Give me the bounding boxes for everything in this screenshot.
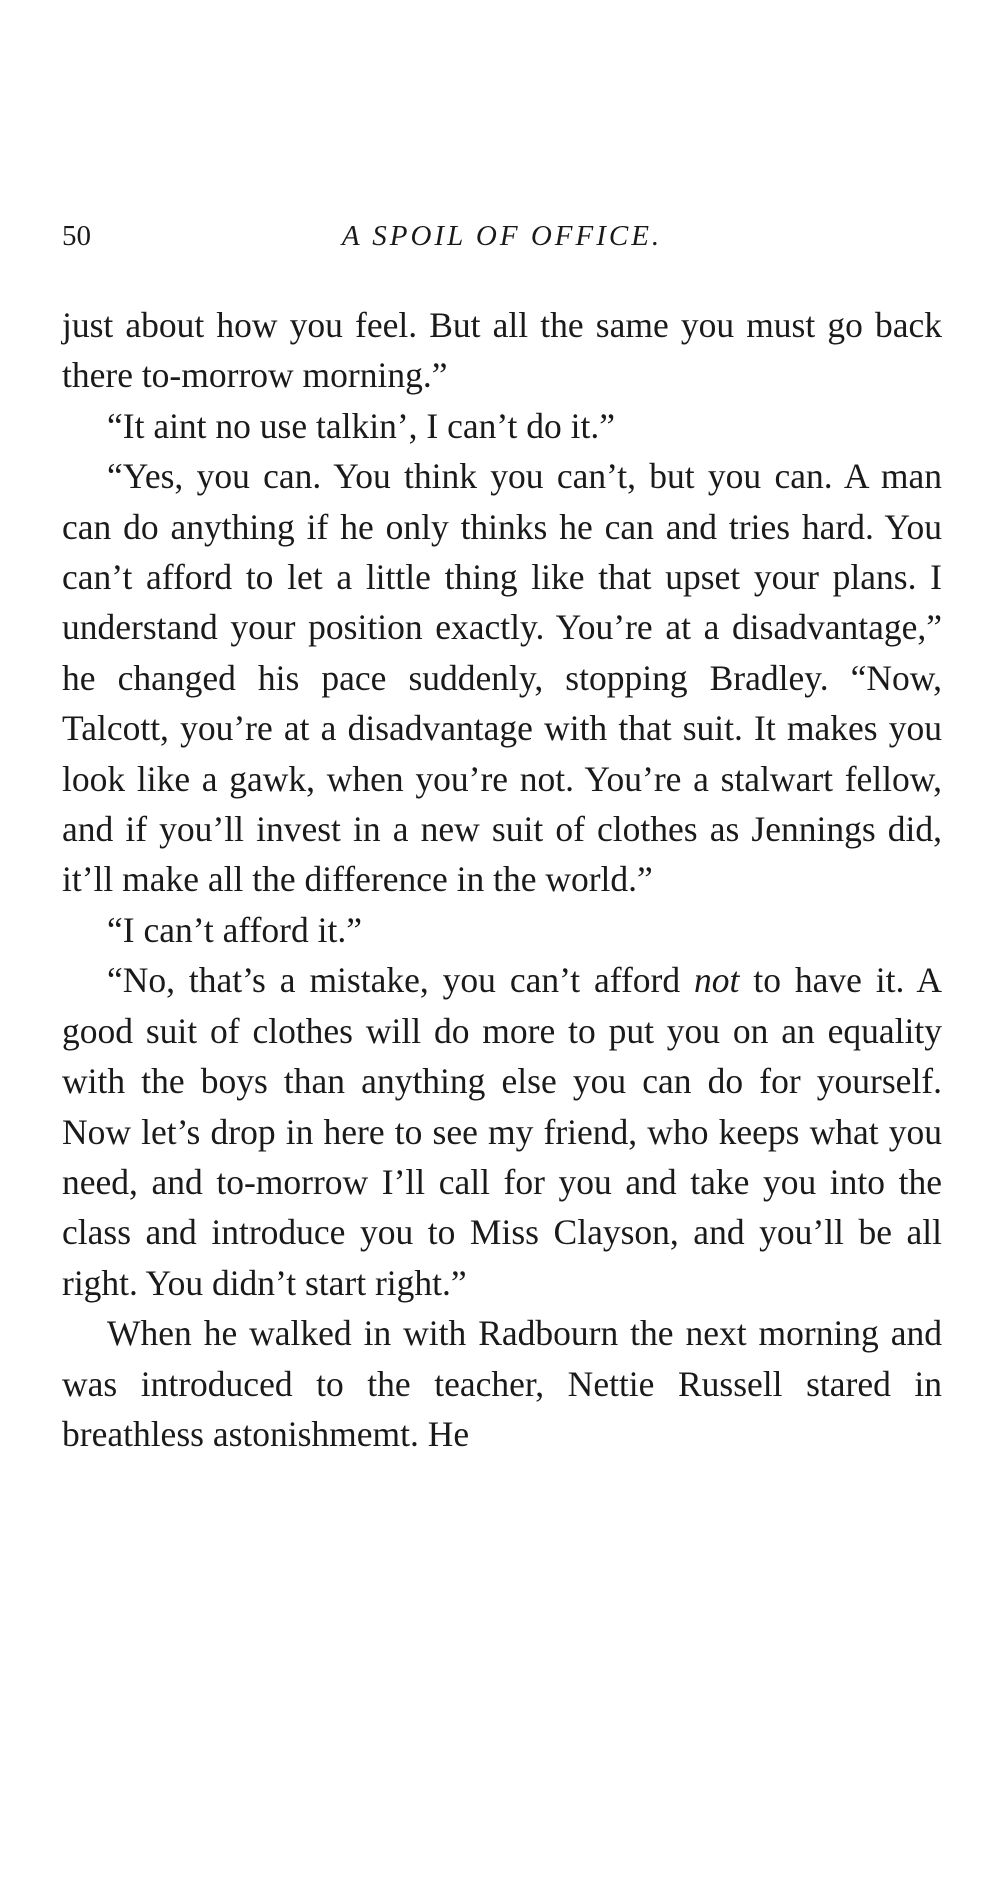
paragraph-text-after: to have it. A good suit of clothes will do more to put you on an equality with the boys than anything else you can do for yourself. Now let’s drop in here to see my friend, who keeps what you need, and to-morrow I’ll call for you and take you into the class and introduce you to Miss Clayson, and you’ll be all right. You didn’t start right.” [62,960,942,1303]
paragraph-dialogue: “I can’t afford it.” [107,909,362,950]
paragraph-dialogue: “Yes, you can. You think you can’t, but you can. A man can do anything if he only thinks he can and tries hard. You can’t afford to let a little thing like that upset your plans. I understand your position exactly. You’re at a disadvantage,” he changed his pace suddenly, stopping Bradley. “Now, Talcott, you’re at a disadvantage with that suit. It makes you look like a gawk, when you’re not. You’re a stalwart fellow, and if you’ll invest in a new suit of clothes as Jennings did, it’ll make all the difference in the world.” [62,456,942,900]
paragraph-text-before: “No, that’s a mistake, you can’t afford [107,960,695,1001]
paragraph-dialogue: “It aint no use talkin’, I can’t do it.” [107,405,616,446]
emphasized-word: not [694,960,740,1001]
body-text [62,300,942,1459]
running-title: A SPOIL OF OFFICE. [341,220,663,252]
paragraph-narration: When he walked in with Radbourn the next morning and was introduced to the teacher, Nettie Russell stared in breathless astonishmemt. He [62,1313,942,1454]
running-head [62,216,942,256]
paragraph-continued: just about how you feel. But all the same you must go back there to-morrow morning.” [62,305,942,396]
paragraph-dialogue [62,955,942,1308]
page-number: 50 [62,220,91,252]
